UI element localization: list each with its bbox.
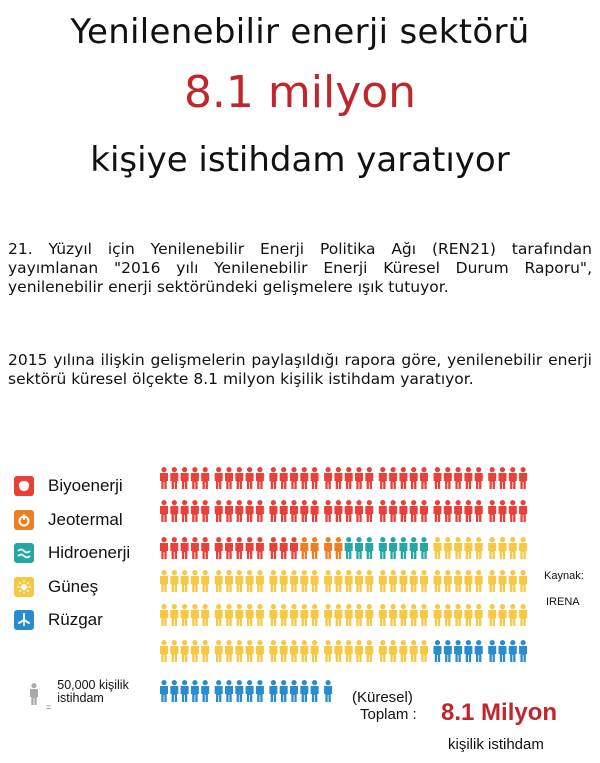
person-icon	[389, 500, 397, 522]
person-icon	[444, 604, 452, 626]
person-icon	[324, 570, 332, 592]
person-icon	[246, 537, 254, 559]
person-icon	[355, 570, 363, 592]
person-icon	[345, 467, 353, 489]
person-icon	[290, 604, 298, 626]
person-icon	[235, 570, 243, 592]
person-icon	[160, 500, 168, 522]
person-icon	[290, 537, 298, 559]
person-icon	[225, 467, 233, 489]
person-icon	[464, 500, 472, 522]
person-icon	[475, 537, 483, 559]
total-scope: (Küresel)	[352, 689, 413, 706]
person-icon	[509, 640, 517, 662]
person-icon	[345, 604, 353, 626]
person-icon	[379, 640, 387, 662]
person-icon	[499, 537, 507, 559]
legend-label: Hidroenerji	[48, 543, 131, 562]
person-icon	[365, 570, 373, 592]
person-icon	[509, 500, 517, 522]
person-icon	[170, 570, 178, 592]
person-icon	[181, 680, 189, 702]
person-icon	[311, 500, 319, 522]
person-icon	[246, 500, 254, 522]
person-icon	[334, 500, 342, 522]
person-icon	[280, 680, 288, 702]
person-icon	[509, 537, 517, 559]
person-icon	[201, 640, 209, 662]
person-icon	[334, 640, 342, 662]
person-icon	[324, 640, 332, 662]
person-icon	[246, 467, 254, 489]
person-icon	[365, 604, 373, 626]
source-value: IRENA	[546, 596, 580, 608]
person-icon	[434, 467, 442, 489]
person-icon	[256, 680, 264, 702]
person-icon	[170, 680, 178, 702]
person-icon	[280, 537, 288, 559]
person-icon	[181, 500, 189, 522]
finding-paragraph: 2015 yılına ilişkin gelişmelerin paylaşıldığı rapora göre, yenilenebilir enerji sektörü küresel ölçekte 8.1 milyon kişilik istihdam yaratıyor.	[8, 351, 592, 388]
headline-line1: Yenilenebilir enerji sektörü	[70, 12, 530, 52]
person-icon	[256, 604, 264, 626]
person-icon	[499, 500, 507, 522]
person-icon	[379, 604, 387, 626]
person-icon	[280, 500, 288, 522]
person-icon	[235, 467, 243, 489]
person-icon	[290, 680, 298, 702]
person-icon	[215, 604, 223, 626]
person-icon	[499, 640, 507, 662]
person-icon	[454, 640, 462, 662]
person-icon	[225, 604, 233, 626]
person-icon	[475, 570, 483, 592]
person-icon	[389, 570, 397, 592]
total-value: 8.1 Milyon	[441, 699, 558, 726]
person-icon	[420, 500, 428, 522]
person-icon	[379, 537, 387, 559]
person-icon	[191, 537, 199, 559]
person-icon	[300, 640, 308, 662]
person-icon	[225, 680, 233, 702]
person-icon	[420, 537, 428, 559]
person-icon	[170, 500, 178, 522]
person-icon	[181, 604, 189, 626]
person-icon	[410, 604, 418, 626]
person-icon	[444, 500, 452, 522]
person-icon	[399, 537, 407, 559]
person-icon	[269, 570, 277, 592]
person-icon	[201, 500, 209, 522]
person-icon	[181, 640, 189, 662]
person-icon	[379, 570, 387, 592]
person-icon	[290, 570, 298, 592]
person-icon	[464, 640, 472, 662]
person-icon	[379, 467, 387, 489]
total-unit: kişilik istihdam	[448, 736, 544, 753]
person-icon	[300, 604, 308, 626]
person-icon	[300, 500, 308, 522]
person-icon	[300, 537, 308, 559]
person-icon	[454, 500, 462, 522]
legend-label: Güneş	[48, 577, 99, 596]
person-icon	[519, 570, 527, 592]
intro-paragraph: 21. Yüzyıl için Yenilenebilir Enerji Politika Ağı (REN21) tarafından yayımlanan "2016 yılı Yenilenebilir Enerji Küresel Durum Raporu", yenilenebilir enerji sektöründeki gelişmelere ışık tutuyor.	[8, 240, 592, 296]
legend-label: Rüzgar	[48, 610, 103, 629]
person-icon	[475, 467, 483, 489]
person-icon	[215, 537, 223, 559]
person-icon	[499, 570, 507, 592]
person-icon	[355, 537, 363, 559]
person-icon	[488, 500, 496, 522]
person-icon	[475, 604, 483, 626]
person-icon	[454, 604, 462, 626]
person-icon	[334, 467, 342, 489]
person-icon	[420, 467, 428, 489]
person-icon	[201, 467, 209, 489]
person-icon	[324, 467, 332, 489]
person-icon	[399, 604, 407, 626]
person-icon	[201, 537, 209, 559]
person-icon	[235, 680, 243, 702]
source-label: Kaynak:	[544, 570, 584, 582]
person-icon	[269, 680, 277, 702]
person-icon	[225, 570, 233, 592]
person-icon	[256, 640, 264, 662]
person-icon	[519, 467, 527, 489]
person-icon	[345, 570, 353, 592]
person-icon	[269, 640, 277, 662]
person-icon	[410, 467, 418, 489]
person-icon	[444, 570, 452, 592]
person-icon	[488, 467, 496, 489]
person-icon	[225, 640, 233, 662]
person-icon	[280, 604, 288, 626]
person-icon	[191, 467, 199, 489]
person-icon	[311, 570, 319, 592]
person-icon	[269, 604, 277, 626]
person-icon	[410, 640, 418, 662]
person-icon	[345, 500, 353, 522]
person-icon	[499, 467, 507, 489]
unit-equals: =	[46, 702, 52, 712]
person-icon	[201, 604, 209, 626]
person-icon	[434, 604, 442, 626]
person-icon	[345, 537, 353, 559]
person-icon	[434, 640, 442, 662]
person-icon	[215, 640, 223, 662]
person-icon	[235, 500, 243, 522]
person-icon	[246, 640, 254, 662]
person-icon	[191, 640, 199, 662]
person-icon	[170, 537, 178, 559]
person-icon	[434, 500, 442, 522]
person-icon	[345, 640, 353, 662]
person-icon	[235, 537, 243, 559]
person-icon	[355, 467, 363, 489]
person-icon	[256, 467, 264, 489]
person-icon	[499, 604, 507, 626]
person-icon	[201, 680, 209, 702]
total-label: Toplam :	[360, 706, 417, 723]
person-icon	[311, 640, 319, 662]
person-icon	[181, 537, 189, 559]
person-icon	[256, 500, 264, 522]
person-icon	[410, 537, 418, 559]
person-icon	[519, 604, 527, 626]
person-icon	[410, 570, 418, 592]
person-icon	[170, 640, 178, 662]
person-icon	[389, 604, 397, 626]
person-icon	[389, 467, 397, 489]
person-icon	[488, 640, 496, 662]
person-icon	[475, 500, 483, 522]
person-icon	[160, 640, 168, 662]
person-icon	[324, 680, 332, 702]
person-icon	[355, 640, 363, 662]
legend-label: Jeotermal	[48, 510, 123, 529]
person-icon	[334, 604, 342, 626]
person-icon	[160, 604, 168, 626]
person-icon	[246, 604, 254, 626]
person-icon	[519, 500, 527, 522]
person-icon	[509, 604, 517, 626]
person-icon	[519, 537, 527, 559]
person-icon	[365, 537, 373, 559]
person-icon	[454, 467, 462, 489]
person-icon	[324, 500, 332, 522]
person-icon	[201, 570, 209, 592]
person-icon	[191, 570, 199, 592]
person-icon	[170, 604, 178, 626]
person-icon	[181, 467, 189, 489]
person-icon	[160, 467, 168, 489]
person-icon	[519, 640, 527, 662]
person-icon	[324, 537, 332, 559]
person-icon	[399, 467, 407, 489]
person-icon	[355, 500, 363, 522]
person-icon	[311, 680, 319, 702]
person-icon	[324, 604, 332, 626]
unit-note-text: 50,000 kişilik istihdam	[57, 678, 129, 705]
person-icon	[269, 500, 277, 522]
person-icon	[246, 570, 254, 592]
person-icon	[191, 680, 199, 702]
person-icon	[488, 537, 496, 559]
person-icon	[365, 500, 373, 522]
headline-highlight: 8.1 milyon	[183, 67, 417, 118]
person-icon	[454, 537, 462, 559]
person-icon	[399, 640, 407, 662]
person-icon	[311, 537, 319, 559]
person-icon	[464, 537, 472, 559]
person-icon	[488, 604, 496, 626]
person-icon	[300, 570, 308, 592]
person-icon	[235, 640, 243, 662]
person-icon	[160, 537, 168, 559]
person-icon	[300, 467, 308, 489]
person-icon	[269, 537, 277, 559]
person-icon	[389, 640, 397, 662]
person-icon	[365, 467, 373, 489]
person-icon	[434, 537, 442, 559]
person-icon	[389, 537, 397, 559]
person-icon	[215, 467, 223, 489]
person-icon	[365, 640, 373, 662]
person-icon	[215, 500, 223, 522]
person-icon	[215, 680, 223, 702]
person-icon	[509, 570, 517, 592]
person-icon	[420, 640, 428, 662]
legend-label: Biyoenerji	[48, 476, 123, 495]
person-icon	[444, 640, 452, 662]
person-icon	[475, 640, 483, 662]
person-icon	[269, 467, 277, 489]
person-icon	[464, 604, 472, 626]
person-icon	[379, 500, 387, 522]
person-icon	[509, 467, 517, 489]
person-icon	[235, 604, 243, 626]
person-icon	[191, 604, 199, 626]
person-icon	[399, 570, 407, 592]
person-icon	[246, 680, 254, 702]
unit-note	[46, 678, 137, 712]
person-icon	[355, 604, 363, 626]
headline-line3: kişiye istihdam yaratıyor	[90, 140, 510, 180]
person-icon	[464, 467, 472, 489]
person-icon	[444, 467, 452, 489]
person-icon	[191, 500, 199, 522]
person-icon	[215, 570, 223, 592]
person-icon	[280, 570, 288, 592]
person-icon	[160, 570, 168, 592]
person-icon	[280, 467, 288, 489]
person-icon	[464, 570, 472, 592]
person-icon	[420, 570, 428, 592]
person-icon	[420, 604, 428, 626]
person-icon	[434, 570, 442, 592]
person-icon	[290, 640, 298, 662]
person-icon	[170, 467, 178, 489]
person-icon	[334, 570, 342, 592]
person-icon	[290, 500, 298, 522]
person-icon	[181, 570, 189, 592]
person-icon	[410, 500, 418, 522]
person-icon	[311, 467, 319, 489]
person-icon	[280, 640, 288, 662]
person-icon	[256, 537, 264, 559]
person-icon	[311, 604, 319, 626]
person-icon	[454, 570, 462, 592]
person-icon	[225, 500, 233, 522]
person-icon	[334, 537, 342, 559]
person-icon	[256, 570, 264, 592]
person-icon	[225, 537, 233, 559]
person-icon	[399, 500, 407, 522]
person-icon	[444, 537, 452, 559]
person-icon	[290, 467, 298, 489]
person-icon	[300, 680, 308, 702]
unit-person-icon	[30, 683, 38, 705]
person-icon	[160, 680, 168, 702]
person-icon	[488, 570, 496, 592]
